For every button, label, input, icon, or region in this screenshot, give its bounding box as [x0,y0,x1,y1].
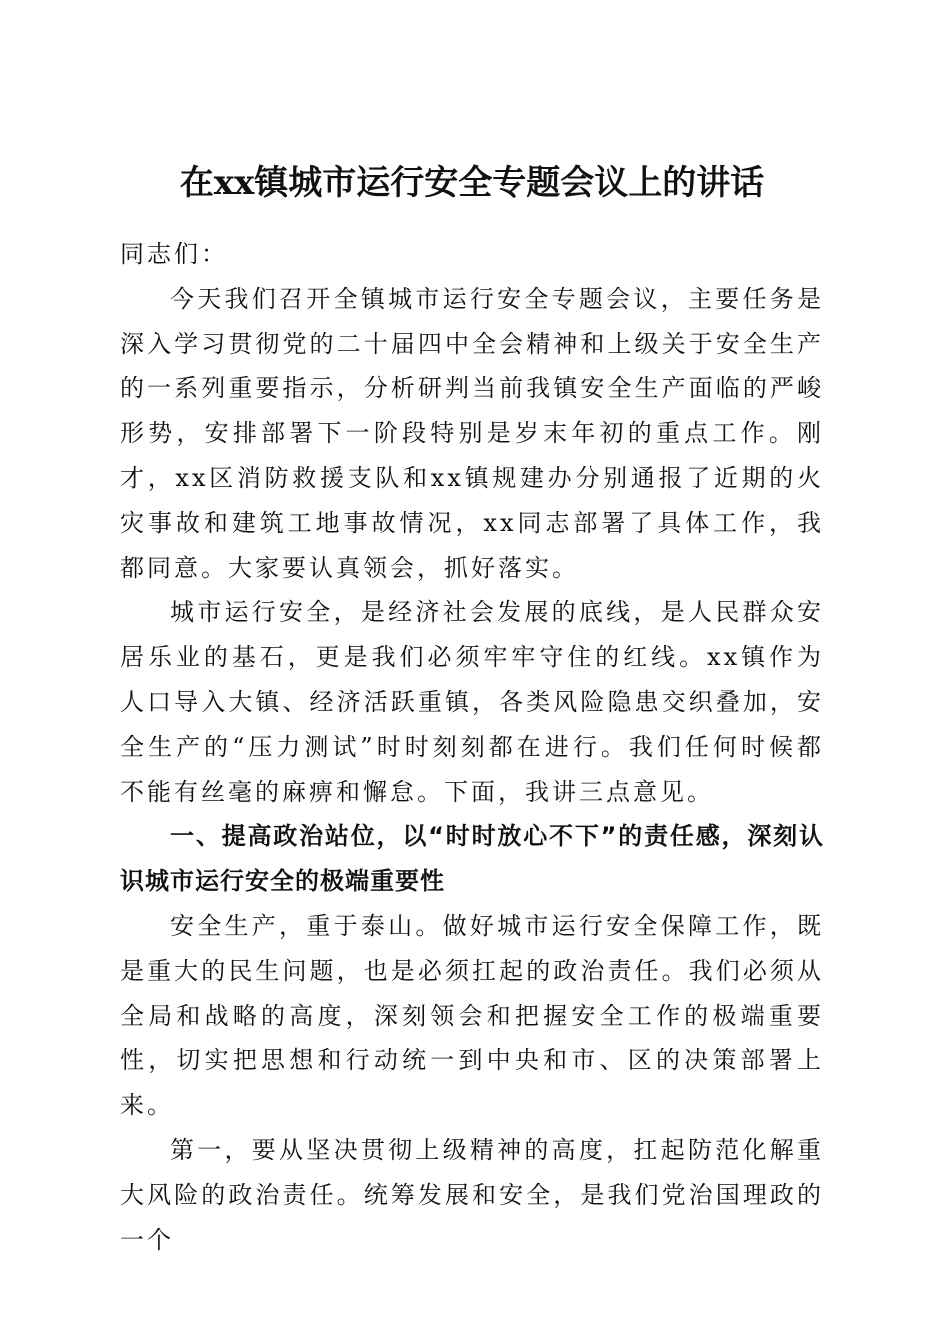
salutation: 同志们： [120,240,228,268]
paragraph-section-1-intro: 安全生产，重于泰山。做好城市运行安全保障工作，既是重大的民生问题，也是必须扛起的政治责任。我们必须从全局和战略的高度，深刻领会和把握安全工作的极端重要性，切实把思想和行动统一到中央和市、区的决策部署上来。 [120,911,824,1120]
section-heading-1: 一、提高政治站位，以“时时放心不下”的责任感，深刻认识城市运行安全的极端重要性 [120,822,824,896]
document-title: 在xx镇城市运行安全专题会议上的讲话 [179,162,765,203]
paragraph-context: 城市运行安全，是经济社会发展的底线，是人民群众安居乐业的基石，更是我们必须牢牢守住的红线。xx镇作为人口导入大镇、经济活跃重镇，各类风险隐患交织叠加，安全生产的“压力测试”时时刻刻都在进行。我们任何时候都不能有丝毫的麻痹和懈怠。下面，我讲三点意见。 [120,598,824,806]
document-body [120,232,824,1262]
paragraph-opening: 今天我们召开全镇城市运行安全专题会议，主要任务是深入学习贯彻党的二十届四中全会精神和上级关于安全生产的一系列重要指示，分析研判当前我镇安全生产面临的严峻形势，安排部署下一阶段特别是岁末年初的重点工作。刚才，xx区消防救援支队和xx镇规建办分别通报了近期的火灾事故和建筑工地事故情况，xx同志部署了具体工作，我都同意。大家要认真领会，抓好落实。 [120,284,824,582]
paragraph-section-1-first: 第一，要从坚决贯彻上级精神的高度，扛起防范化解重大风险的政治责任。统筹发展和安全，是我们党治国理政的一个 [120,1135,824,1254]
